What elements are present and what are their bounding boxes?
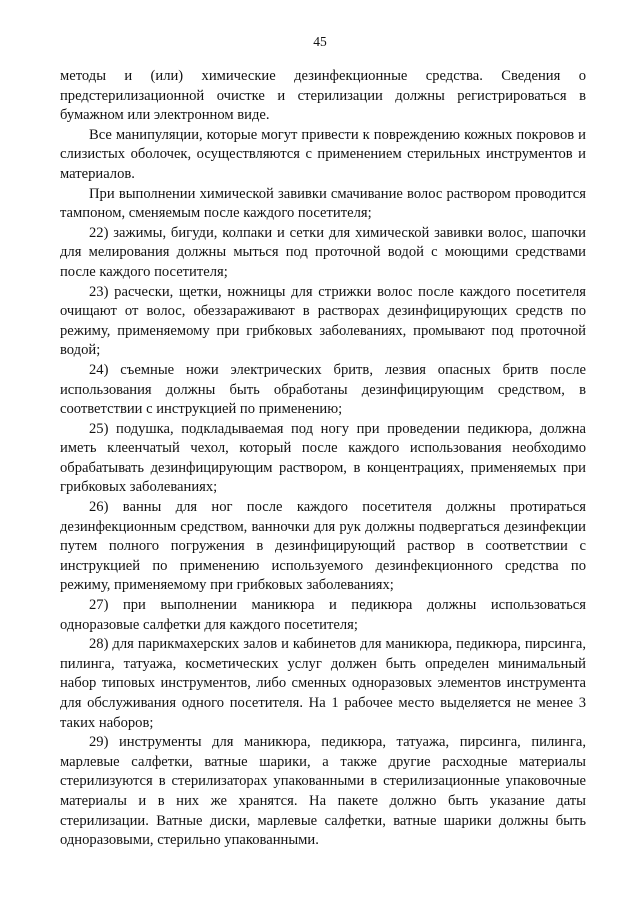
paragraph-item-28: 28) для парикмахерских залов и кабинетов для маникюра, педикюра, пирсинга, пилинга, татуажа, косметических услуг должен быть определен минимальный набор типовых инструментов, либо сменных одноразовых элементов инструмента для обслуживания одного посетителя. На 1 рабочее место выделяется не менее 3 таких наборов; <box>60 636 586 731</box>
page-number: 45 <box>313 34 327 49</box>
paragraph-item-29: 29) инструменты для маникюра, педикюра, татуажа, пирсинга, пилинга, марлевые салфетки, ватные шарики, а также другие расходные материалы стерилизуются в стерилизаторах упакованными в стерилизационные упаковочные материалы и в них же хранятся. На пакете должно быть указание даты стерилизации. Ватные диски, марлевые салфетки, ватные шарики должны быть одноразовыми, стерильно упакованными. <box>60 734 586 849</box>
paragraph-manipulations: Все манипуляции, которые могут привести к повреждению кожных покровов и слизистых оболочек, осуществляются с применением стерильных инструментов и материалов. <box>60 126 586 182</box>
paragraph-chemical-perm: При выполнении химической завивки смачивание волос раствором проводится тампоном, сменяемым после каждого посетителя; <box>60 185 586 222</box>
paragraph-continuation: методы и (или) химические дезинфекционные средства. Сведения о предстерилизационной очистке и стерилизации должны регистрироваться в бумажном или электронном виде. <box>60 68 586 124</box>
paragraph-item-24: 24) съемные ножи электрических бритв, лезвия опасных бритв после использования должны быть обработаны дезинфицирующим средством, в соответствии с инструкцией по применению; <box>60 361 586 418</box>
paragraph-item-25: 25) подушка, подкладываемая под ногу при проведении педикюра, должна иметь клеенчатый чехол, который после каждого использования необходимо обрабатывать дезинфицирующим раствором, в концентрациях, применяемых при грибковых заболеваниях; <box>60 420 586 496</box>
paragraph-item-27: 27) при выполнении маникюра и педикюра должны использоваться одноразовые салфетки для каждого посетителя; <box>60 597 586 633</box>
paragraph-item-22: 22) зажимы, бигуди, колпаки и сетки для химической завивки волос, шапочки для мелирования должны мыться под проточной водой с моющими средствами после каждого посетителя; <box>60 224 586 280</box>
paragraph-item-23: 23) расчески, щетки, ножницы для стрижки волос после каждого посетителя очищают от волос, обеззараживают в растворах дезинфицирующих средств по режиму, применяемому при грибковых заболеваниях, промывают под проточной водой; <box>60 283 586 359</box>
paragraph-item-26: 26) ванны для ног после каждого посетителя должны протираться дезинфекционным средством, ванночки для рук должны подвергаться дезинфекции путем полного погружения в дезинфицирующий раствор в соответствии с инструкцией по применению используемого дезинфекционного средства по режиму, применяемому при грибковых заболеваниях; <box>60 499 586 594</box>
document-body <box>60 67 586 851</box>
